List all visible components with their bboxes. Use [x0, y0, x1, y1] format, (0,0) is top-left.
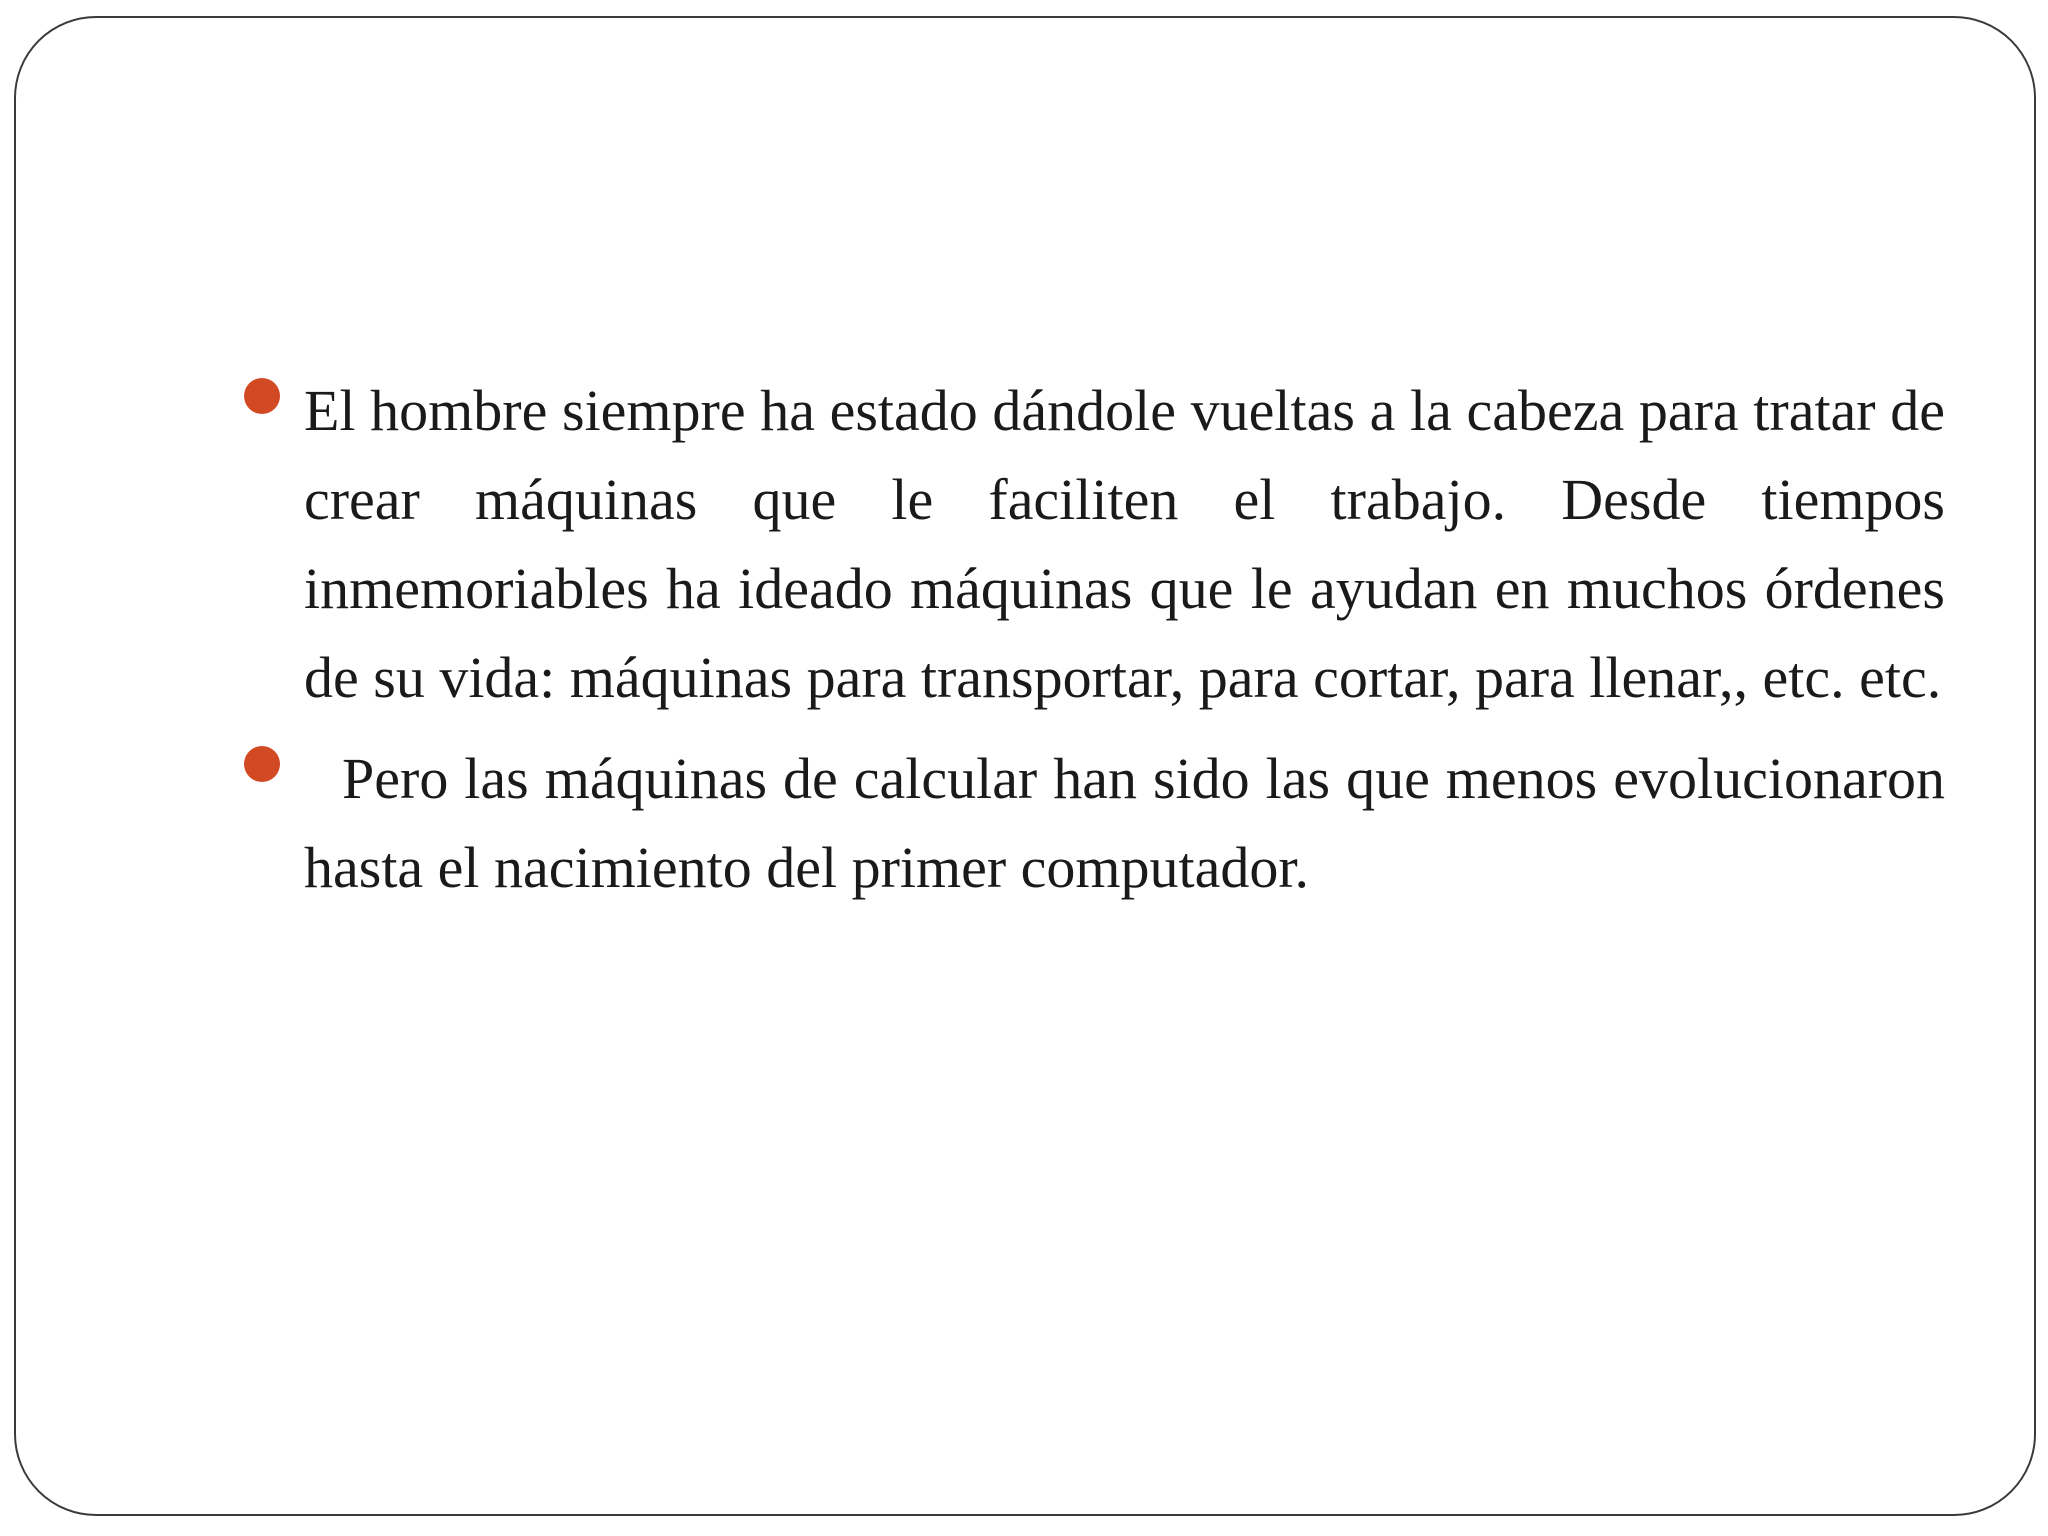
bullet-text-2	[304, 734, 1945, 912]
bullet-dot-icon	[244, 378, 280, 414]
bullet-item-2	[234, 734, 1945, 912]
bullet-text-1: El hombre siempre ha estado dándole vueltas a la cabeza para tratar de crear máquinas que le faciliten el trabajo. Desde tiempos inmemoriables ha ideado máquinas que le ayudan en muchos órdenes de su vida: máquinas para transportar, para cortar, para llenar,, etc. etc.	[304, 378, 1945, 710]
bullet-text-2-content: Pero las máquinas de calcular han sido las que menos evolucionaron hasta el nacimiento del primer computador.	[304, 746, 1945, 900]
slide-frame	[14, 16, 2036, 1516]
bullet-dot-icon	[244, 746, 280, 782]
bullet-item-1	[234, 366, 1945, 722]
bullet-list	[234, 366, 1945, 924]
